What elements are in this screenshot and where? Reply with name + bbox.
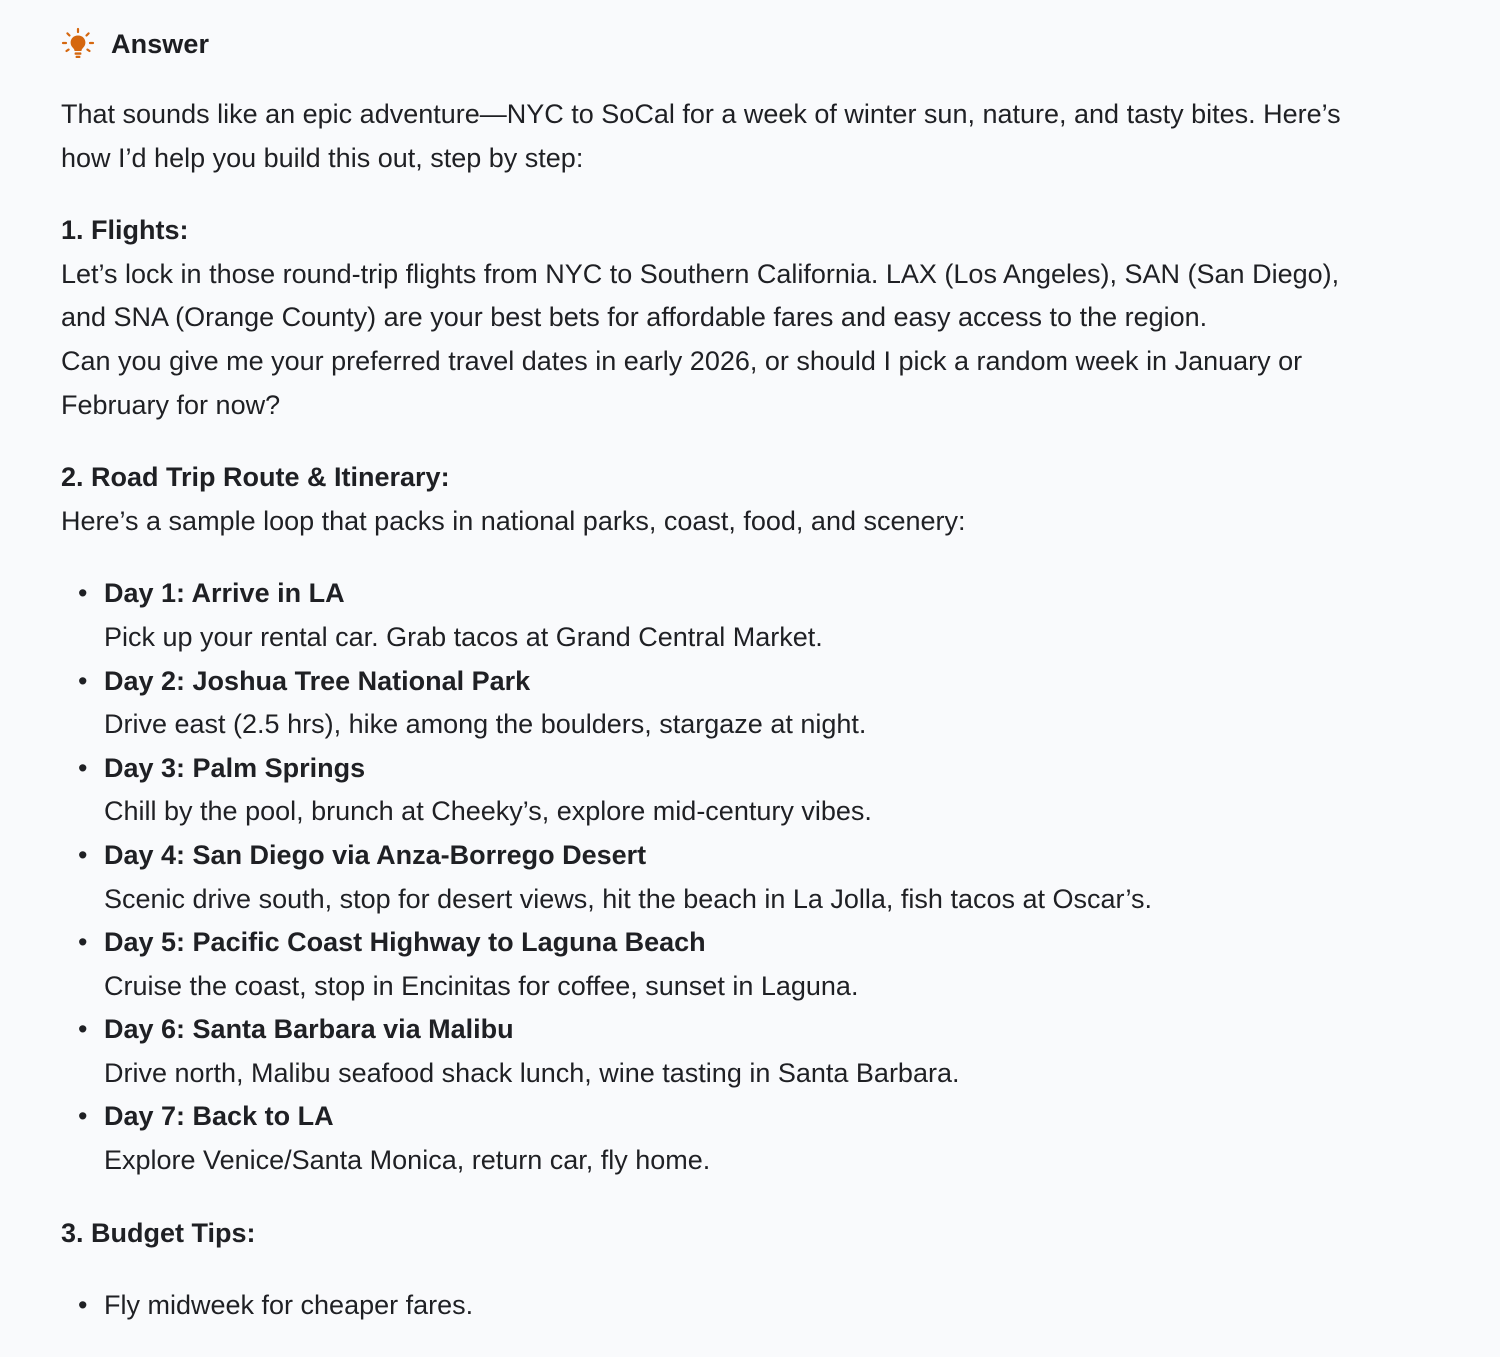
- day-title: Day 5: Pacific Coast Highway to Laguna Beach: [104, 927, 706, 958]
- flights-line: February for now?: [61, 389, 281, 420]
- list-item: [61, 1095, 1461, 1182]
- bullet: •: [78, 927, 88, 958]
- flights-section: [61, 209, 1461, 427]
- intro-line: That sounds like an epic adventure—NYC to SoCal for a week of winter sun, nature, and tasty bites. Here’s: [61, 99, 1341, 129]
- bullet: •: [78, 1014, 88, 1045]
- day-description: Explore Venice/Santa Monica, return car, fly home.: [104, 1145, 711, 1176]
- budget-tips-list: [61, 1284, 1461, 1328]
- itinerary-subtitle: Here’s a sample loop that packs in national parks, coast, food, and scenery:: [61, 505, 966, 536]
- section-title-budget: 3. Budget Tips:: [61, 1217, 256, 1248]
- bullet: •: [78, 839, 88, 870]
- section-title-itinerary: 2. Road Trip Route & Itinerary:: [61, 462, 450, 493]
- bullet: •: [78, 1290, 88, 1321]
- day-title: Day 1: Arrive in LA: [104, 578, 345, 609]
- day-description: Scenic drive south, stop for desert views, hit the beach in La Jolla, fish tacos at Oscar’s.: [104, 883, 1153, 914]
- bullet: •: [78, 578, 88, 609]
- day-description: Pick up your rental car. Grab tacos at Grand Central Market.: [104, 621, 823, 652]
- tip-text: Fly midweek for cheaper fares.: [104, 1290, 474, 1321]
- itinerary-section: [61, 456, 1461, 1183]
- answer-title: Answer: [111, 28, 210, 59]
- flights-line: Let’s lock in those round-trip flights from NYC to Southern California. LAX (Los Angeles), SAN (San Diego),: [61, 258, 1340, 289]
- bullet: •: [78, 1101, 88, 1132]
- list-item: [61, 1008, 1461, 1095]
- lightbulb-icon: [61, 27, 95, 61]
- answer-content: [61, 93, 1461, 1357]
- intro-paragraph: [61, 93, 1461, 180]
- day-title: Day 3: Palm Springs: [104, 752, 366, 783]
- day-title: Day 4: San Diego via Anza-Borrego Desert: [104, 839, 647, 870]
- list-item: [61, 660, 1461, 747]
- answer-header: [61, 24, 209, 64]
- intro-line: how I’d help you build this out, step by step:: [61, 142, 584, 173]
- day-description: Chill by the pool, brunch at Cheeky’s, explore mid-century vibes.: [104, 796, 872, 827]
- day-title: Day 7: Back to LA: [104, 1101, 334, 1132]
- list-item: [61, 834, 1461, 921]
- budget-section: [61, 1212, 1461, 1328]
- day-description: Cruise the coast, stop in Encinitas for coffee, sunset in Laguna.: [104, 970, 859, 1001]
- list-item: [61, 1284, 1461, 1328]
- list-item: [61, 921, 1461, 1008]
- section-title-flights: 1. Flights:: [61, 215, 189, 246]
- list-item: [61, 747, 1461, 834]
- day-title: Day 2: Joshua Tree National Park: [104, 665, 531, 696]
- list-item: [61, 572, 1461, 659]
- day-description: Drive north, Malibu seafood shack lunch, wine tasting in Santa Barbara.: [104, 1057, 960, 1088]
- day-description: Drive east (2.5 hrs), hike among the boulders, stargaze at night.: [104, 709, 867, 740]
- day-title: Day 6: Santa Barbara via Malibu: [104, 1014, 514, 1045]
- bullet: •: [78, 665, 88, 696]
- bullet: •: [78, 752, 88, 783]
- flights-line: Can you give me your preferred travel dates in early 2026, or should I pick a random week in January or: [61, 345, 1303, 376]
- flights-line: and SNA (Orange County) are your best bets for affordable fares and easy access to the region.: [61, 302, 1208, 333]
- itinerary-list: [61, 572, 1461, 1182]
